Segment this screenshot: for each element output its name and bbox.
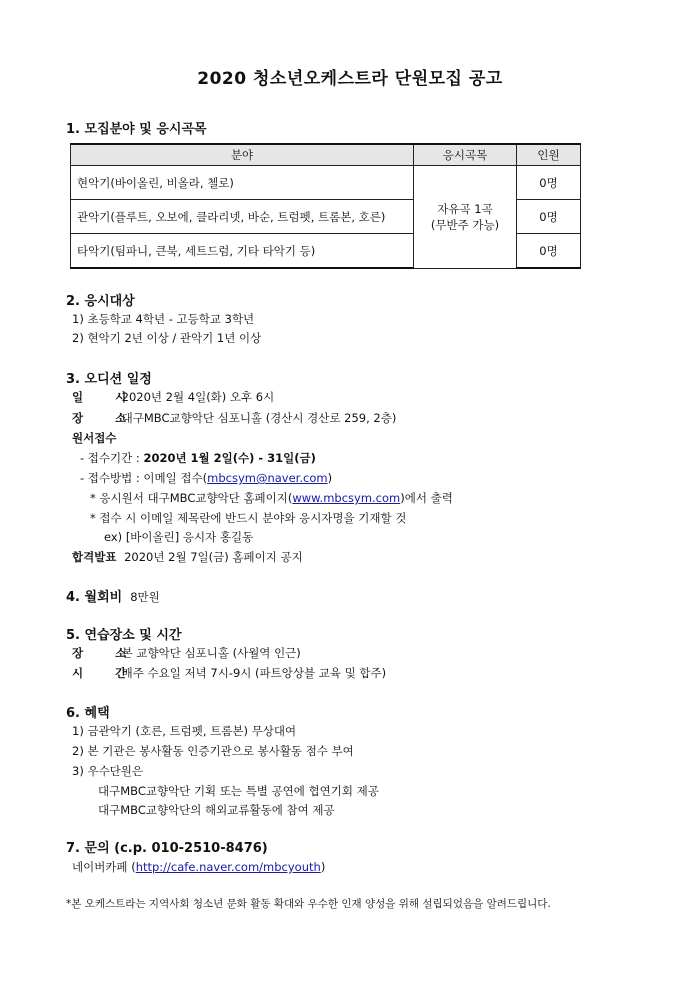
count-cell: 0명 — [517, 200, 581, 234]
section-1-heading: 1. 모집분야 및 응시곡목 — [66, 122, 207, 137]
count-cell: 0명 — [517, 166, 581, 200]
form-note-row: * 응시원서 대구MBC교향악단 홈페이지(www.mbcsym.com)에서 출력 — [90, 491, 453, 505]
date-label: 일 시 — [72, 390, 141, 404]
benefit-sub-1: 대구MBC교향악단 기획 또는 특별 공연에 협연기회 제공 — [98, 784, 379, 798]
fee-value: 8만원 — [130, 590, 160, 604]
apply-period-row: - 접수기간 : 2020년 1월 2일(수) - 31일(금) — [80, 451, 316, 465]
benefit-item-2: 2) 본 기관은 봉사활동 인증기관으로 봉사활동 점수 부여 — [72, 744, 354, 758]
benefit-item-3: 3) 우수단원은 — [72, 764, 144, 778]
col-field-header: 분야 — [71, 144, 414, 166]
section-7-heading: 7. 문의 (c.p. 010-2510-8476) — [66, 841, 268, 856]
piece-cell — [414, 166, 517, 269]
footnote: *본 오케스트라는 지역사회 청소년 문화 활동 확대와 우수한 인재 양성을 위해 설립되었음을 알려드립니다. — [66, 898, 551, 910]
field-cell: 관악기(플루트, 오보에, 클라리넷, 바순, 트럼펫, 트롬본, 호른) — [71, 200, 414, 234]
section-4-row — [66, 586, 160, 605]
section-4-heading: 4. 월회비 — [66, 590, 123, 605]
piece-line-1: 자유곡 1곡 — [437, 201, 493, 216]
section-2-heading: 2. 응시대상 — [66, 294, 135, 309]
apply-method-row: - 접수방법 : 이메일 접수(mbcsym@naver.com) — [80, 471, 333, 485]
practice-time-row — [72, 665, 386, 681]
audition-date-row — [72, 389, 274, 405]
practice-time-label: 시 간 — [72, 666, 141, 680]
benefit-sub-2: 대구MBC교향악단의 해외교류활동에 참여 제공 — [98, 803, 335, 817]
field-cell: 현악기(바이올린, 비올라, 첼로) — [71, 166, 414, 200]
result-label: 합격발표 — [72, 550, 117, 564]
result-row — [72, 549, 303, 565]
practice-time-value: 매주 수요일 저녁 7시-9시 (파트앙상블 교육 및 합주) — [121, 666, 387, 680]
subject-example: ex) [바이올린] 응시자 홍길동 — [104, 530, 254, 544]
homepage-link[interactable]: www.mbcsym.com — [292, 491, 401, 505]
place-value: 대구MBC교향악단 심포니홀 (경산시 경산로 259, 2층) — [121, 411, 397, 425]
practice-place-label: 장 소 — [72, 646, 141, 660]
apply-period-value: 2020년 1월 2일(수) - 31일(금) — [143, 451, 316, 465]
target-item-1: 1) 초등학교 4학년 - 고등학교 3학년 — [72, 312, 255, 326]
col-count-header: 인원 — [517, 144, 581, 166]
subject-note: * 접수 시 이메일 제목란에 반드시 분야와 응시자명을 기재할 것 — [90, 511, 407, 525]
benefit-item-1: 1) 금관악기 (호른, 트럼펫, 트롬본) 무상대여 — [72, 724, 297, 738]
recruitment-table — [70, 143, 581, 269]
section-6-heading: 6. 혜택 — [66, 706, 110, 721]
table-row — [71, 166, 581, 200]
field-cell: 타악기(팀파니, 큰북, 세트드럼, 기타 타악기 등) — [71, 234, 414, 269]
table-header-row — [71, 144, 581, 166]
section-3-heading: 3. 오디션 일정 — [66, 372, 152, 387]
count-cell: 0명 — [517, 234, 581, 269]
piece-line-2: (무반주 가능) — [430, 217, 500, 232]
cafe-row: 네이버카페 (http://cafe.naver.com/mbcyouth) — [72, 860, 326, 874]
col-piece-header: 응시곡목 — [414, 144, 517, 166]
email-link[interactable]: mbcsym@naver.com — [207, 471, 328, 485]
target-item-2: 2) 현악기 2년 이상 / 관악기 1년 이상 — [72, 331, 262, 345]
section-5-heading: 5. 연습장소 및 시간 — [66, 628, 182, 643]
place-label: 장 소 — [72, 411, 141, 425]
date-value: 2020년 2월 4일(화) 오후 6시 — [121, 390, 275, 404]
practice-place-row — [72, 645, 301, 661]
page-title: 2020 청소년오케스트라 단원모집 공고 — [197, 69, 503, 89]
audition-place-row — [72, 410, 396, 426]
apply-label: 원서접수 — [72, 431, 117, 445]
cafe-link[interactable]: http://cafe.naver.com/mbcyouth — [135, 860, 321, 874]
result-value: 2020년 2월 7일(금) 홈페이지 공지 — [124, 550, 303, 564]
practice-place-value: 본 교향악단 심포니홀 (사월역 인근) — [121, 646, 301, 660]
